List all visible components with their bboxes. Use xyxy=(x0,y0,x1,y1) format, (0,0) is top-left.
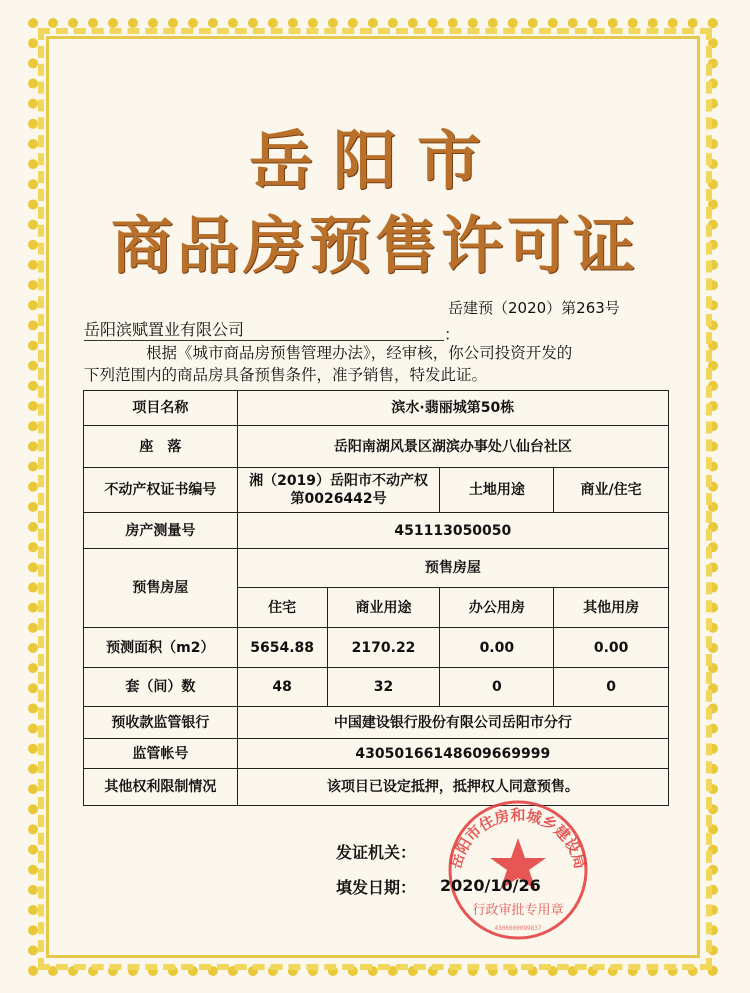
col-other: 其他用房 xyxy=(554,588,669,628)
seal-outer-text: 岳阳市住房和城乡建设局 xyxy=(446,806,590,871)
restriction: 该项目已设定抵押，抵押权人同意预售。 xyxy=(237,769,668,806)
area-label: 预测面积（m2） xyxy=(84,628,238,668)
location: 岳阳南湖风景区湖滨办事处八仙台社区 xyxy=(237,426,668,468)
table-row xyxy=(84,391,669,426)
restriction-label: 其他权利限制情况 xyxy=(84,769,238,806)
project-name: 滨水·翡丽城第50栋 xyxy=(237,391,668,426)
land-use-label: 土地用途 xyxy=(440,468,554,513)
units-commercial: 32 xyxy=(327,668,440,707)
cert-no xyxy=(237,468,440,513)
units-label: 套（间）数 xyxy=(84,668,238,707)
table-row xyxy=(84,513,669,549)
seal-inner-text: 行政审批专用章 xyxy=(472,903,564,918)
units-office: 0 xyxy=(440,668,554,707)
issuer-label: 发证机关： xyxy=(336,843,417,862)
units-residential: 48 xyxy=(237,668,327,707)
survey-no: 451113050050 xyxy=(237,513,668,549)
col-office: 办公用房 xyxy=(440,588,554,628)
table-row xyxy=(84,426,669,468)
project-name-label: 项目名称 xyxy=(84,391,238,426)
body-line-2: 下列范围内的商品房具备预售条件，准予销售，特发此证。 xyxy=(84,366,488,384)
issue-date: 2020/10/26 xyxy=(440,876,541,895)
company-colon: ： xyxy=(444,325,461,344)
bank: 中国建设银行股份有限公司岳阳市分行 xyxy=(237,707,668,739)
table-row xyxy=(84,707,669,739)
survey-no-label: 房产测量号 xyxy=(84,513,238,549)
land-use: 商业/住宅 xyxy=(554,468,669,513)
presale-label: 预售房屋 xyxy=(84,549,238,628)
col-residential: 住宅 xyxy=(237,588,327,628)
body-line-1: 根据《城市商品房预售管理办法》，经审核，你公司投资开发的 xyxy=(146,344,573,362)
cert-no-line-1: 湘（2019）岳阳市不动产权 xyxy=(249,473,429,489)
bank-label: 预收款监管银行 xyxy=(84,707,238,739)
cert-no-label: 不动产权证书编号 xyxy=(84,468,238,513)
permit-number: 岳建预（2020）第263号 xyxy=(448,299,620,317)
table-row xyxy=(84,549,669,588)
title-city: 岳阳市 xyxy=(249,124,501,199)
body-paragraph xyxy=(84,342,664,386)
company-name: 岳阳滨赋置业有限公司 xyxy=(84,317,444,341)
area-residential: 5654.88 xyxy=(237,628,327,668)
table-row xyxy=(84,468,669,513)
account: 43050166148609669999 xyxy=(237,739,668,769)
units-other: 0 xyxy=(554,668,669,707)
area-office: 0.00 xyxy=(440,628,554,668)
account-label: 监管帐号 xyxy=(84,739,238,769)
area-commercial: 2170.22 xyxy=(327,628,440,668)
location-label: 座 落 xyxy=(84,426,238,468)
title-certificate: 商品房预售许可证 xyxy=(110,209,639,282)
issue-date-label: 填发日期： xyxy=(336,878,417,897)
official-seal xyxy=(438,792,598,942)
permit-table xyxy=(83,390,669,806)
table-row xyxy=(84,668,669,707)
cert-no-line-2: 第0026442号 xyxy=(290,491,387,507)
area-other: 0.00 xyxy=(554,628,669,668)
col-commercial: 商业用途 xyxy=(327,588,440,628)
presale-header: 预售房屋 xyxy=(237,549,668,588)
table-row xyxy=(84,739,669,769)
seal-code: 4306000099837 xyxy=(494,925,542,932)
table-row xyxy=(84,628,669,668)
